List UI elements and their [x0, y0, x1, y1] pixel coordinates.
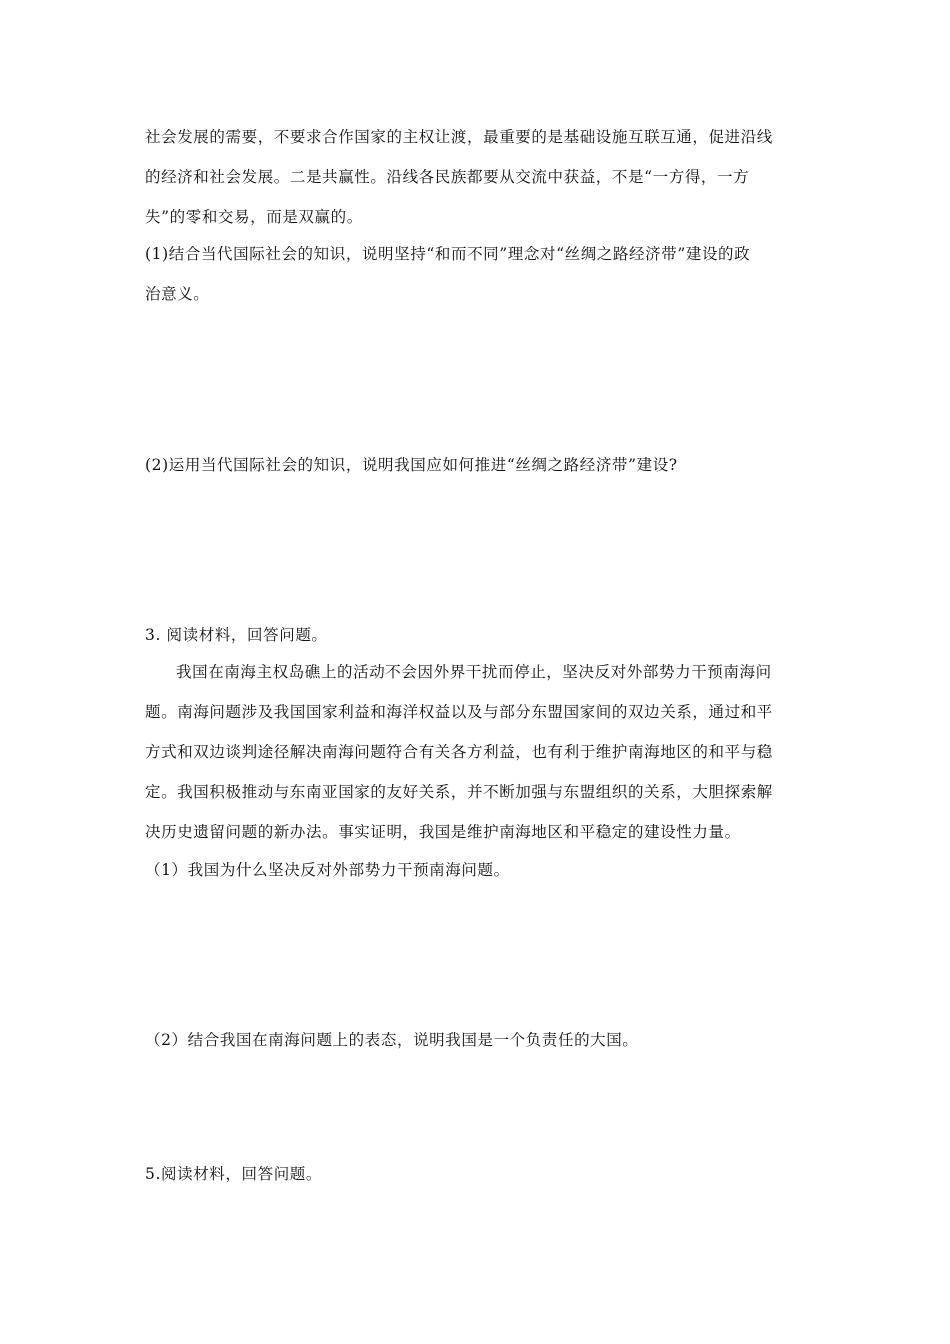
- q3-material-line-2: 题。南海问题涉及我国国家利益和海洋权益以及与部分东盟国家间的双边关系，通过和平: [145, 703, 773, 721]
- q3-material-line-4: 定。我国积极推动与东南亚国家的友好关系，并不断加强与东盟组织的关系，大胆探索解: [145, 783, 773, 801]
- q2-material-line-3: 失”的零和交易，而是双赢的。: [145, 208, 363, 226]
- q5-title: 5.阅读材料，回答问题。: [145, 1165, 322, 1183]
- q3-title: 3. 阅读材料，回答问题。: [145, 626, 328, 644]
- q2-sub1-line-2: 治意义。: [145, 285, 210, 303]
- q2-material-line-1: 社会发展的需要，不要求合作国家的主权让渡，最重要的是基础设施互联互通，促进沿线: [145, 128, 773, 146]
- q3-material-line-5: 决历史遗留问题的新办法。事实证明，我国是维护南海地区和平稳定的建设性力量。: [145, 823, 741, 841]
- q2-sub1-line-1: (1)结合当代国际社会的知识，说明坚持“和而不同”理念对“丝绸之路经济带”建设的政: [145, 245, 751, 263]
- q3-sub2: （2）结合我国在南海问题上的表态，说明我国是一个负责任的大国。: [145, 1031, 639, 1049]
- q3-material-line-3: 方式和双边谈判途径解决南海问题符合有关各方利益，也有利于维护南海地区的和平与稳: [145, 743, 773, 761]
- q2-material-line-2: 的经济和社会发展。二是共赢性。沿线各民族都要从交流中获益，不是“一方得，一方: [145, 168, 750, 186]
- q3-material-line-1: 我国在南海主权岛礁上的活动不会因外界干扰而停止，坚决反对外部势力干预南海问: [176, 663, 772, 681]
- q2-sub2: (2)运用当代国际社会的知识，说明我国应如何推进“丝绸之路经济带”建设?: [145, 456, 678, 474]
- q3-sub1: （1）我国为什么坚决反对外部势力干预南海问题。: [145, 861, 510, 879]
